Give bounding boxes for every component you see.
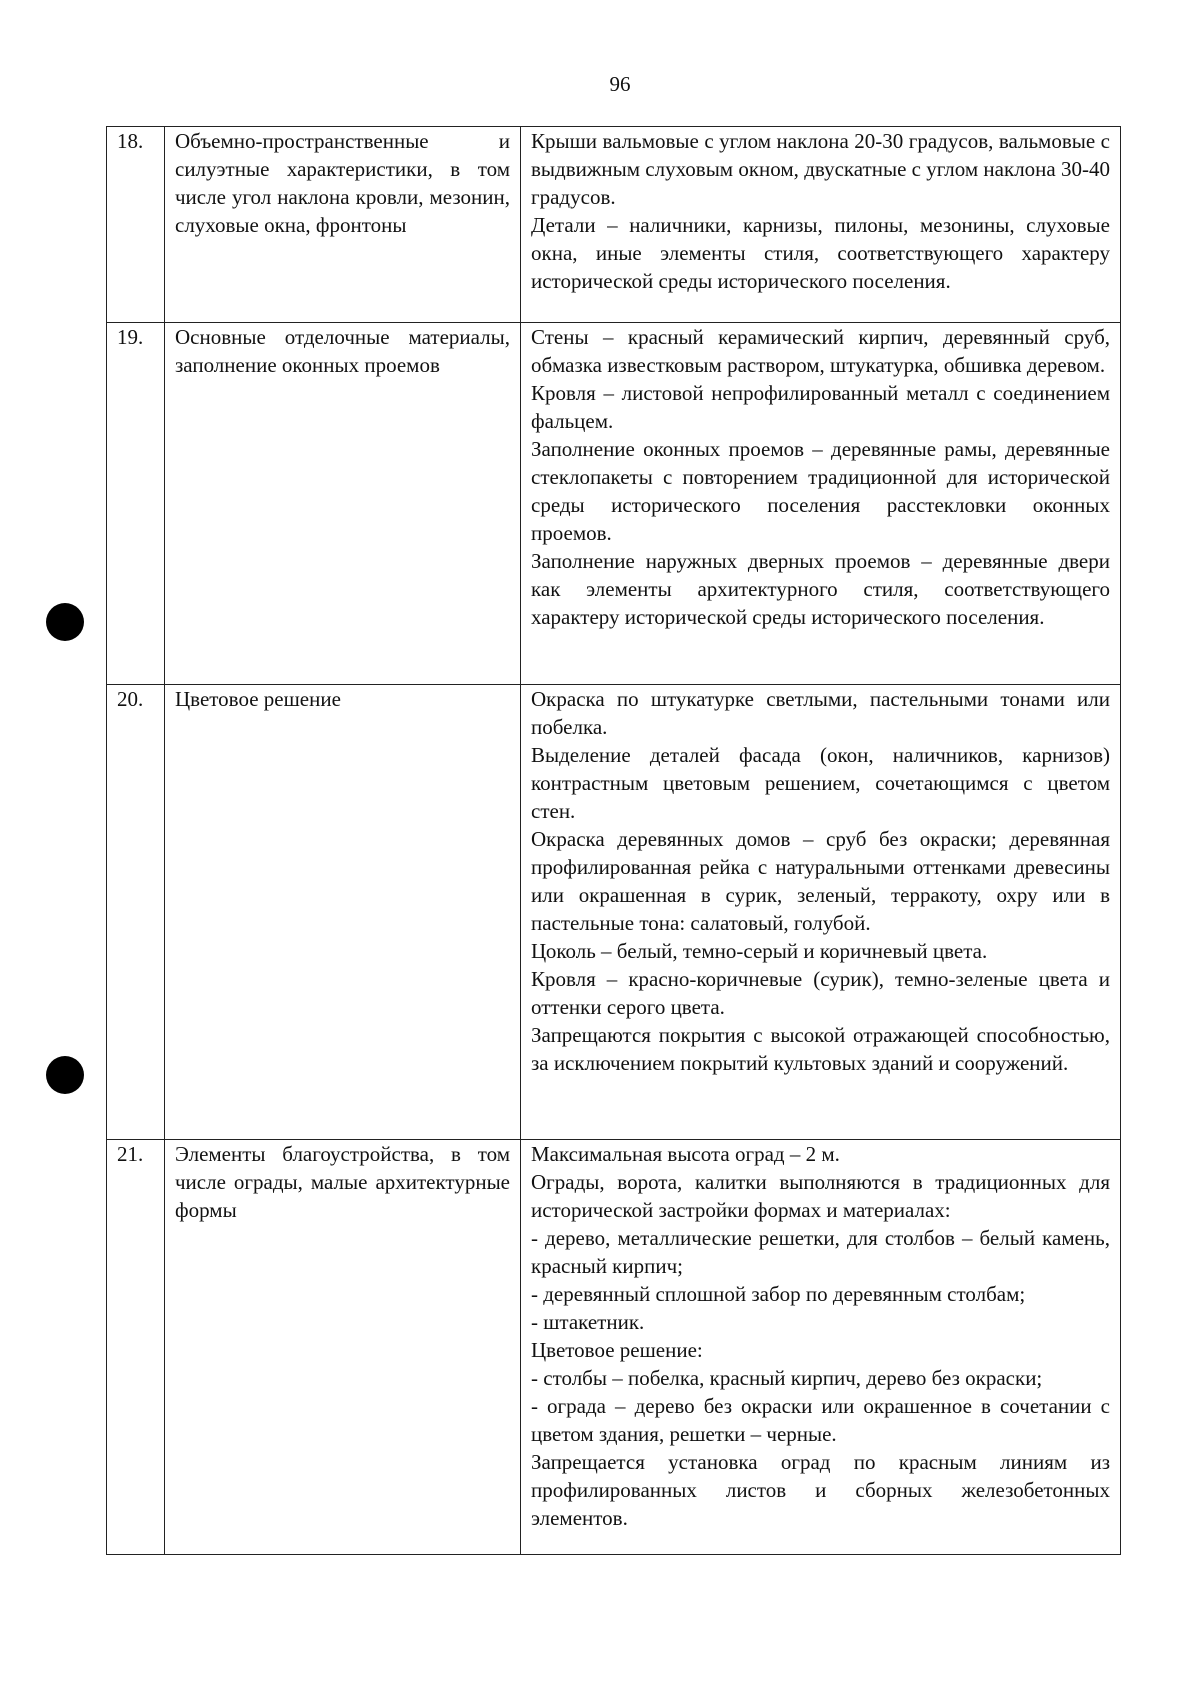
description-paragraph: Окраска по штукатурке светлыми, пастельными тонами или побелка. [531, 687, 1110, 739]
row-number: 20. [107, 685, 165, 1140]
description-paragraph: Кровля – красно-коричневые (сурик), темно-зеленые цвета и оттенки серого цвета. [531, 967, 1110, 1019]
row-number: 19. [107, 323, 165, 685]
description-paragraph: Цветовое решение: [531, 1338, 703, 1362]
punch-hole-mark [46, 603, 84, 641]
row-title-text: Элементы благоустройства, в том числе ограды, малые архитектурные формы [175, 1142, 510, 1222]
table-row [107, 127, 1121, 323]
row-title-text: Основные отделочные материалы, заполнение оконных проемов [175, 325, 510, 377]
description-paragraph: - деревянный сплошной забор по деревянным столбам; [531, 1282, 1026, 1306]
description-paragraph: Ограды, ворота, калитки выполняются в традиционных для исторической застройки формах и материалах: [531, 1170, 1110, 1222]
row-title [165, 127, 521, 323]
description-paragraph: Заполнение оконных проемов – деревянные рамы, деревянные стеклопакеты с повторением традиционной для исторической среды исторического поселения расстекловки оконных проемов. [531, 437, 1110, 545]
description-paragraph: Детали – наличники, карнизы, пилоны, мезонины, слуховые окна, иные элементы стиля, соответствующего характеру исторической среды исторического поселения. [531, 213, 1110, 293]
row-description [521, 323, 1121, 685]
description-paragraph: Кровля – листовой непрофилированный металл с соединением фальцем. [531, 381, 1110, 433]
row-title [165, 1140, 521, 1555]
row-title-text: Цветовое решение [175, 687, 341, 711]
row-number: 21. [107, 1140, 165, 1555]
description-paragraph: Максимальная высота оград – 2 м. [531, 1142, 840, 1166]
description-paragraph: - ограда – дерево без окраски или окрашенное в сочетании с цветом здания, решетки – черные. [531, 1394, 1110, 1446]
description-paragraph: - столбы – побелка, красный кирпич, дерево без окраски; [531, 1366, 1043, 1390]
table-row [107, 685, 1121, 1140]
punch-hole-mark [46, 1056, 84, 1094]
description-paragraph: Стены – красный керамический кирпич, деревянный сруб, обмазка известковым раствором, штукатурка, обшивка деревом. [531, 325, 1110, 377]
row-title [165, 323, 521, 685]
row-number: 18. [107, 127, 165, 323]
description-paragraph: - штакетник. [531, 1310, 645, 1334]
row-title [165, 685, 521, 1140]
row-description [521, 127, 1121, 323]
description-paragraph: Запрещается установка оград по красным линиям из профилированных листов и сборных железобетонных элементов. [531, 1450, 1110, 1530]
description-paragraph: Крыши вальмовые с углом наклона 20-30 градусов, вальмовые с выдвижным слуховым окном, двускатные с углом наклона 30-40 градусов. [531, 129, 1110, 209]
description-paragraph: Заполнение наружных дверных проемов – деревянные двери как элементы архитектурного стиля, соответствующего характеру исторической среды исторического поселения. [531, 549, 1110, 629]
table-row [107, 1140, 1121, 1555]
row-description [521, 1140, 1121, 1555]
page-number: 96 [609, 72, 631, 96]
table-row [107, 323, 1121, 685]
row-title-text: Объемно-пространственные и силуэтные характеристики, в том числе угол наклона кровли, мезонин, слуховые окна, фронтоны [175, 129, 510, 237]
description-paragraph: Выделение деталей фасада (окон, наличников, карнизов) контрастным цветовым решением, сочетающимся с цветом стен. [531, 743, 1110, 823]
requirements-table [106, 126, 1121, 1555]
description-paragraph: Запрещаются покрытия с высокой отражающей способностью, за исключением покрытий культовых зданий и сооружений. [531, 1023, 1110, 1075]
description-paragraph: Окраска деревянных домов – сруб без окраски; деревянная профилированная рейка с натуральными оттенками древесины или окрашенная в сурик, зеленый, терракоту, охру или в пастельные тона: салатовый, голубой. [531, 827, 1110, 935]
row-description [521, 685, 1121, 1140]
description-paragraph: - дерево, металлические решетки, для столбов – белый камень, красный кирпич; [531, 1226, 1110, 1278]
description-paragraph: Цоколь – белый, темно-серый и коричневый цвета. [531, 939, 988, 963]
